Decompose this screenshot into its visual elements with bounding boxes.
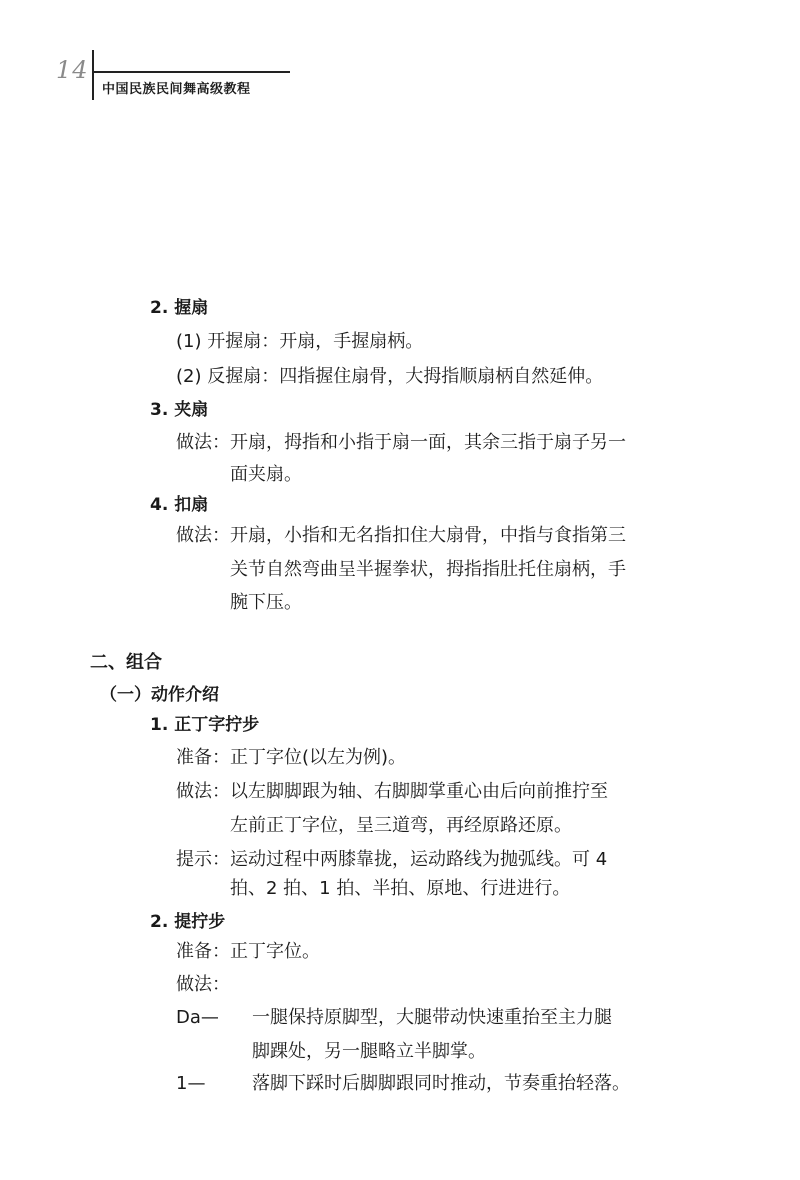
item4-method-line2: 关节自然弯曲呈半握拳状，拇指指肚托住扇柄，手 xyxy=(230,559,626,580)
move1-tip-line1: 提示：运动过程中两膝靠拢，运动路线为抛弧线。可 4 xyxy=(176,849,608,870)
item2-sub1: (1) 开握扇：开扇，手握扇柄。 xyxy=(176,331,424,352)
beat-da-row xyxy=(176,1006,612,1030)
item4-method-line3: 腕下压。 xyxy=(230,592,302,613)
beat-1-label: 1— xyxy=(176,1073,206,1094)
item2-sub2: (2) 反握扇：四指握住扇骨，大拇指顺扇柄自然延伸。 xyxy=(176,366,604,387)
move1-preparation: 准备：正丁字位(以左为例)。 xyxy=(176,747,407,768)
beat-1-row xyxy=(176,1072,630,1096)
section2-title: 二、组合 xyxy=(90,652,162,673)
item3-method-line2: 面夹扇。 xyxy=(230,464,302,485)
beat-da-label: Da— xyxy=(176,1007,219,1028)
move1-tip-line2: 拍、2 拍、1 拍、半拍、原地、行进进行。 xyxy=(230,878,571,899)
move1-method-line2: 左前正丁字位，呈三道弯，再经原路还原。 xyxy=(230,815,572,836)
subsection1-title: （一）动作介绍 xyxy=(100,685,219,705)
move1-method-line1: 做法：以左脚脚跟为轴、右脚脚掌重心由后向前推拧至 xyxy=(176,781,608,802)
item4-title: 4. 扣扇 xyxy=(150,495,209,515)
move2-preparation: 准备：正丁字位。 xyxy=(176,941,320,962)
book-title: 中国民族民间舞高级教程 xyxy=(102,82,251,97)
header-horizontal-rule xyxy=(92,71,290,73)
page-number: 14 xyxy=(56,56,89,84)
beat-da-text-line2: 脚踝处，另一腿略立半脚掌。 xyxy=(252,1041,486,1062)
move2-method-label: 做法： xyxy=(176,974,230,995)
move2-title: 2. 提拧步 xyxy=(150,912,226,932)
item3-method-line1: 做法：开扇，拇指和小指于扇一面，其余三指于扇子另一 xyxy=(176,432,626,453)
beat-da-text-line1: 一腿保持原脚型，大腿带动快速重抬至主力腿 xyxy=(252,1007,612,1028)
header-vertical-rule xyxy=(92,50,94,100)
move1-title: 1. 正丁字拧步 xyxy=(150,715,260,735)
beat-1-text: 落脚下踩时后脚脚跟同时推动，节奏重抬轻落。 xyxy=(252,1073,630,1094)
item2-title: 2. 握扇 xyxy=(150,298,209,318)
item4-method-line1: 做法：开扇，小指和无名指扣住大扇骨，中指与食指第三 xyxy=(176,525,626,546)
item3-title: 3. 夹扇 xyxy=(150,400,209,420)
